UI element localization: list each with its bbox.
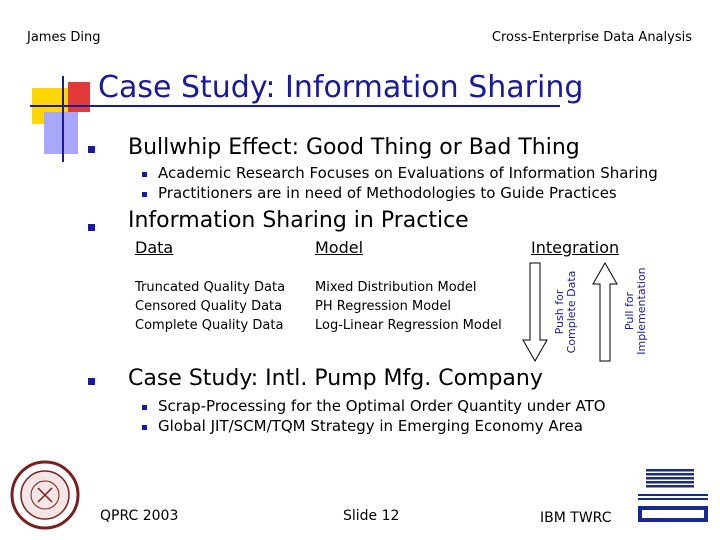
column-header-data: Data: [135, 238, 174, 257]
sub-bullet-1-1: Academic Research Focuses on Evaluations of Information Sharing: [158, 164, 658, 182]
ibm-logo-icon: [632, 466, 712, 524]
sub-bullet-marker: [142, 405, 147, 410]
pull-arrow-icon: [592, 262, 618, 362]
model-cell-1: Mixed Distribution Model: [315, 280, 477, 295]
model-cell-3: Log-Linear Regression Model: [315, 318, 502, 333]
bullet-3: Case Study: Intl. Pump Mfg. Company: [128, 366, 543, 391]
bullet-1: Bullwhip Effect: Good Thing or Bad Thing: [128, 135, 580, 160]
column-header-integration: Integration: [531, 238, 620, 257]
bullet-2: Information Sharing in Practice: [128, 208, 469, 233]
bullet-marker: [88, 224, 95, 231]
data-cell-3: Complete Quality Data: [135, 318, 284, 333]
data-cell-2: Censored Quality Data: [135, 299, 283, 314]
slide-title: Case Study: Information Sharing: [98, 70, 584, 105]
footer-org: IBM TWRC: [540, 510, 612, 526]
push-label: Push for Complete Data: [553, 270, 578, 354]
sub-bullet-marker: [142, 192, 147, 197]
column-header-model: Model: [315, 238, 364, 257]
association-seal-icon: [10, 460, 80, 530]
header-author: James Ding: [27, 30, 101, 45]
sub-bullet-1-2: Practitioners are in need of Methodologies to Guide Practices: [158, 184, 617, 202]
push-arrow-icon: [522, 262, 548, 362]
header-topic: Cross-Enterprise Data Analysis: [491, 30, 692, 45]
sub-bullet-marker: [142, 425, 147, 430]
sub-bullet-3-2: Global JIT/SCM/TQM Strategy in Emerging Economy Area: [158, 417, 583, 435]
model-cell-2: PH Regression Model: [315, 299, 452, 314]
footer-slide-number: Slide 12: [343, 508, 400, 524]
bullet-marker: [88, 146, 95, 153]
sub-bullet-marker: [142, 172, 147, 177]
data-cell-1: Truncated Quality Data: [135, 280, 286, 295]
bullet-marker: [88, 378, 95, 385]
pull-label: Pull for Implementation: [623, 267, 648, 355]
footer-event: QPRC 2003: [100, 508, 179, 524]
sub-bullet-3-1: Scrap-Processing for the Optimal Order Quantity under ATO: [158, 397, 606, 415]
